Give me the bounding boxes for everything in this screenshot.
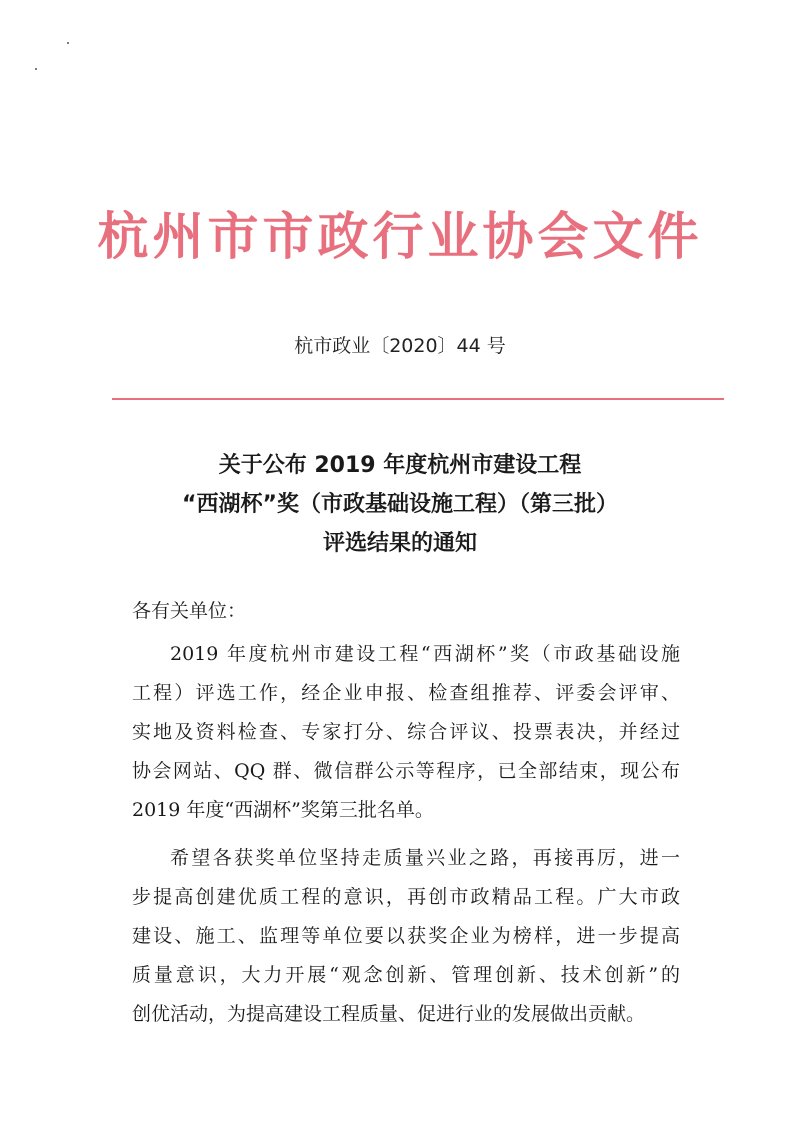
notice-title-line: 评选结果的通知 (322, 531, 477, 556)
paragraph-line: 2019 年度“西湖杯”奖第三批名单。 (132, 799, 434, 821)
paragraph-line: 协会网站、QQ 群、微信群公示等程序，已全部结束，现公布 (132, 760, 680, 782)
notice-title (0, 446, 800, 563)
scan-speck (67, 42, 69, 44)
header-divider (112, 398, 724, 400)
document-number: 杭市政业〔2020〕44 号 (294, 335, 506, 357)
paragraph-2 (132, 839, 680, 1034)
scan-speck (35, 68, 37, 70)
notice-body (132, 592, 680, 1034)
org-header-title: 杭州市市政行业协会文件 (97, 208, 703, 267)
paragraph-line: 希望各获奖单位坚持走质量兴业之路，再接再厉，进一 (170, 847, 680, 869)
salutation: 各有关单位： (132, 600, 247, 622)
notice-title-line: “西湖杯”奖（市政基础设施工程）（第三批） (182, 492, 618, 517)
paragraph-line: 实地及资料检查、专家打分、综合评议、投票表决，并经过 (132, 721, 680, 743)
paragraph-line: 建设、施工、监理等单位要以获奖企业为榜样，进一步提高 (132, 925, 680, 947)
paragraph-line: 质量意识，大力开展“观念创新、管理创新、技术创新”的 (132, 964, 680, 986)
paragraph-line: 创优活动，为提高建设工程质量、促进行业的发展做出贡献。 (132, 1003, 646, 1025)
paragraph-line: 步提高创建优质工程的意识，再创市政精品工程。广大市政 (132, 886, 680, 908)
paragraph-1 (132, 635, 680, 830)
notice-title-line: 关于公布 2019 年度杭州市建设工程 (218, 453, 582, 478)
paragraph-line: 工程）评选工作，经企业申报、检查组推荐、评委会评审、 (132, 682, 680, 704)
paragraph-line: 2019 年度杭州市建设工程“西湖杯”奖（市政基础设施 (170, 643, 680, 665)
